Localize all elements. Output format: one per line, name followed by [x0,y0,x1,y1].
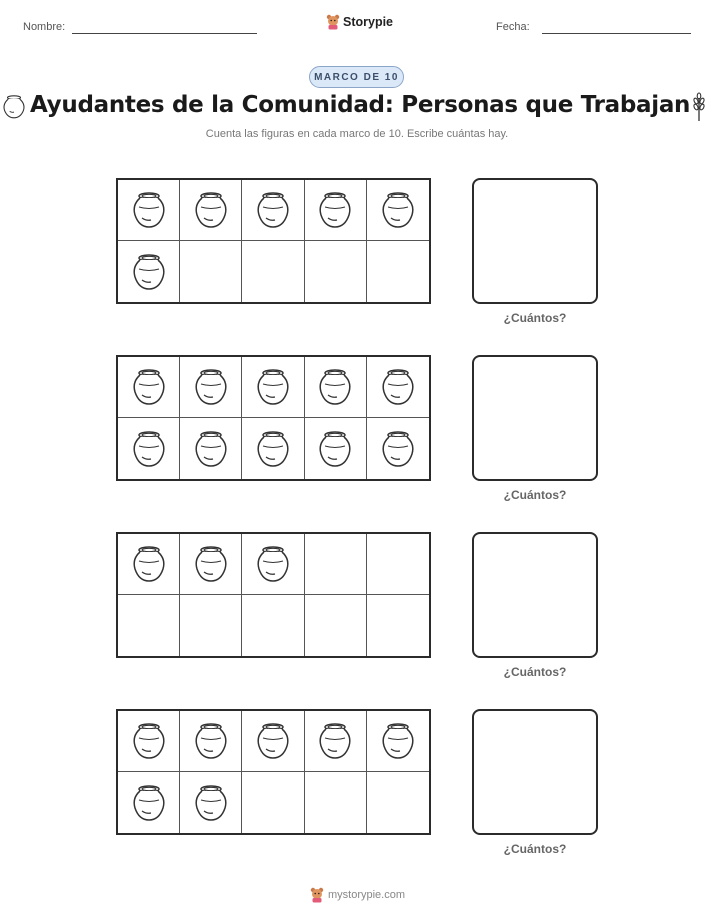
ten-frame-cell [242,711,304,772]
pot-icon [380,721,416,761]
pot-icon [131,783,167,823]
answer-box[interactable] [472,355,598,481]
ten-frame-cell [305,534,367,595]
ten-frame-cell [242,595,304,656]
pot-icon [1,93,27,121]
ten-frame-cell [305,241,367,302]
pot-icon [255,429,291,469]
footer [310,887,405,903]
footer-url: mystorypie.com [328,889,406,901]
ten-frame-cell [242,241,304,302]
ten-frame-cell [242,772,304,833]
ten-frame [116,709,431,835]
storypie-bear-icon [326,14,340,30]
how-many-label: ¿Cuántos? [503,311,567,325]
pot-icon [380,429,416,469]
pot-icon [193,190,229,230]
page-title: Ayudantes de la Comunidad: Personas que Trabajan [30,92,691,118]
brand-name: Storypie [343,15,394,29]
pot-icon [255,190,291,230]
ten-frame-cell [367,180,429,241]
ten-frame-cell [242,180,304,241]
pot-icon [380,367,416,407]
worksheet-type-badge: MARCO DE 10 [309,66,404,88]
pot-icon [131,190,167,230]
pot-icon [317,367,353,407]
ten-frame-cell [180,357,242,418]
ten-frame-cell [180,711,242,772]
how-many-label: ¿Cuántos? [503,665,567,679]
ten-frame-cell [180,241,242,302]
how-many-label: ¿Cuántos? [503,842,567,856]
brand-logo [326,14,393,30]
ten-frame-cell [305,772,367,833]
ten-frame-cell [180,772,242,833]
ten-frame-cell [367,534,429,595]
ten-frame-cell [305,357,367,418]
wheat-icon [691,92,707,122]
ten-frame-cell [118,418,180,479]
ten-frame-cell [367,711,429,772]
instructions: Cuenta las figuras en cada marco de 10. Escribe cuántas hay. [205,128,509,140]
date-field[interactable] [542,33,691,34]
pot-icon [193,783,229,823]
pot-icon [255,367,291,407]
pot-icon [193,429,229,469]
ten-frame-cell [367,357,429,418]
pot-icon [193,544,229,584]
ten-frame [116,355,431,481]
pot-icon [255,544,291,584]
pot-icon [193,721,229,761]
ten-frame-cell [367,241,429,302]
pot-icon [255,721,291,761]
pot-icon [317,429,353,469]
ten-frame-cell [305,711,367,772]
answer-box[interactable] [472,178,598,304]
storypie-bear-icon [310,887,324,903]
ten-frame-cell [367,595,429,656]
ten-frame-cell [367,418,429,479]
ten-frame-cell [180,534,242,595]
pot-icon [131,252,167,292]
ten-frame-cell [367,772,429,833]
ten-frame-cell [118,711,180,772]
ten-frame-cell [242,534,304,595]
ten-frame-cell [180,418,242,479]
answer-box[interactable] [472,532,598,658]
ten-frame-cell [242,418,304,479]
pot-icon [380,190,416,230]
ten-frame-cell [305,595,367,656]
ten-frame-cell [118,241,180,302]
ten-frame-cell [242,357,304,418]
answer-box[interactable] [472,709,598,835]
name-field[interactable] [72,33,257,34]
pot-icon [317,190,353,230]
pot-icon [317,721,353,761]
ten-frame-cell [305,180,367,241]
ten-frame-cell [180,180,242,241]
ten-frame-cell [118,534,180,595]
pot-icon [193,367,229,407]
how-many-label: ¿Cuántos? [503,488,567,502]
ten-frame-cell [118,772,180,833]
ten-frame [116,178,431,304]
ten-frame [116,532,431,658]
name-label: Nombre: [23,21,66,33]
date-label: Fecha: [496,21,530,33]
pot-icon [131,721,167,761]
ten-frame-cell [305,418,367,479]
ten-frame-cell [118,180,180,241]
ten-frame-cell [118,357,180,418]
pot-icon [131,429,167,469]
ten-frame-cell [180,595,242,656]
ten-frame-cell [118,595,180,656]
pot-icon [131,544,167,584]
pot-icon [131,367,167,407]
